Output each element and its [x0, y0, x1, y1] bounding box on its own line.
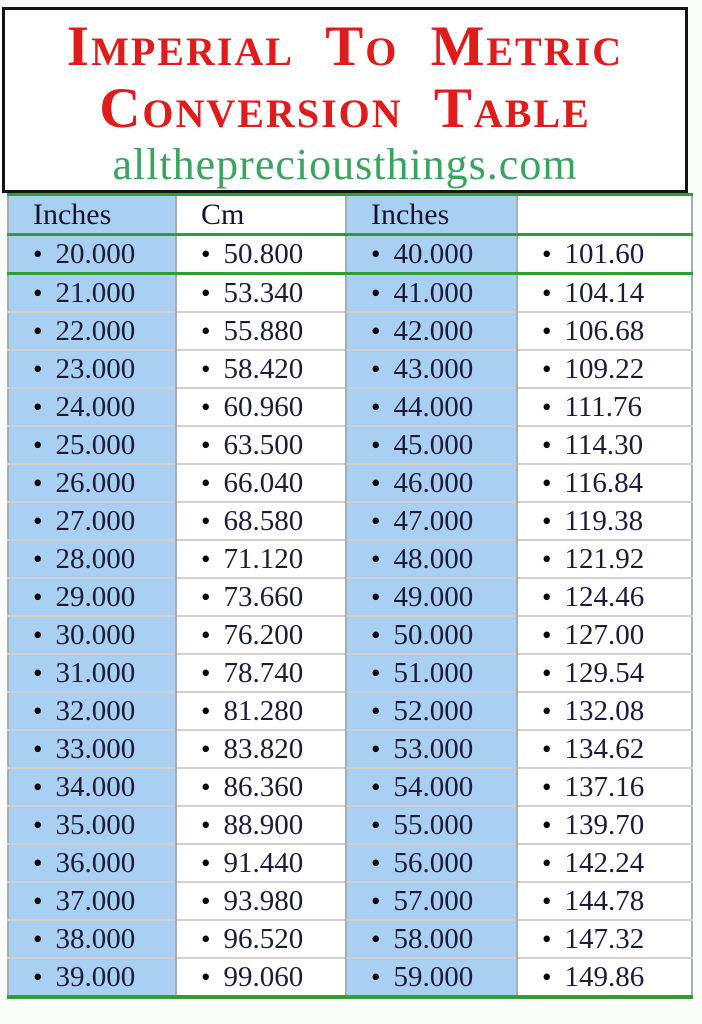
cm-value-left: 93.980	[223, 884, 304, 917]
cm-cell-right	[517, 882, 692, 920]
bullet-icon: •	[201, 391, 211, 422]
bullet-icon: •	[201, 467, 211, 498]
table-body	[8, 235, 692, 998]
inches-cell-left	[8, 312, 176, 350]
cm-cell-left	[176, 692, 346, 730]
table-row	[8, 920, 692, 958]
inches-value-left: 39.000	[55, 960, 136, 993]
bullet-icon: •	[371, 315, 381, 346]
inches-cell-left	[8, 388, 176, 426]
cm-value-right: 106.68	[564, 314, 645, 347]
cm-value-right: 142.24	[564, 846, 645, 879]
inches-value-left: 37.000	[55, 884, 136, 917]
inches-cell-left	[8, 350, 176, 388]
inches-value-right: 48.000	[393, 542, 474, 575]
cm-cell-left	[176, 768, 346, 806]
bullet-icon: •	[201, 695, 211, 726]
cm-value-right: 119.38	[564, 504, 644, 537]
inches-cell-left	[8, 844, 176, 882]
cm-value-left: 68.580	[223, 504, 304, 537]
cm-cell-left	[176, 540, 346, 578]
bullet-icon: •	[371, 809, 381, 840]
table-row	[8, 654, 692, 692]
inches-cell-left	[8, 768, 176, 806]
inches-value-right: 58.000	[393, 922, 474, 955]
inches-value-right: 54.000	[393, 770, 474, 803]
cm-cell-right	[517, 654, 692, 692]
inches-cell-right	[346, 692, 517, 730]
cm-value-right: 144.78	[564, 884, 645, 917]
bullet-icon: •	[33, 543, 43, 574]
inches-cell-left	[8, 654, 176, 692]
bullet-icon: •	[542, 391, 552, 422]
bullet-icon: •	[542, 277, 552, 308]
table-row	[8, 312, 692, 350]
page-title-line-2: Conversion Table	[99, 77, 591, 140]
inches-cell-right	[346, 502, 517, 540]
inches-cell-right	[346, 312, 517, 350]
col-header-inches-right: Inches	[346, 195, 517, 235]
bullet-icon: •	[33, 277, 43, 308]
cm-cell-right	[517, 312, 692, 350]
bullet-icon: •	[371, 847, 381, 878]
bullet-icon: •	[542, 315, 552, 346]
bullet-icon: •	[201, 847, 211, 878]
cm-cell-left	[176, 350, 346, 388]
bullet-icon: •	[33, 581, 43, 612]
cm-value-left: 88.900	[223, 808, 304, 841]
col-header-inches-left: Inches	[8, 195, 176, 235]
inches-value-right: 46.000	[393, 466, 474, 499]
bullet-icon: •	[201, 315, 211, 346]
bullet-icon: •	[542, 885, 552, 916]
bullet-icon: •	[201, 581, 211, 612]
inches-cell-left	[8, 616, 176, 654]
inches-value-left: 26.000	[55, 466, 136, 499]
inches-cell-right	[346, 464, 517, 502]
bullet-icon: •	[201, 885, 211, 916]
bullet-icon: •	[33, 847, 43, 878]
bullet-icon: •	[201, 809, 211, 840]
bullet-icon: •	[33, 353, 43, 384]
bullet-icon: •	[33, 467, 43, 498]
inches-value-right: 57.000	[393, 884, 474, 917]
bullet-icon: •	[542, 353, 552, 384]
table-row	[8, 882, 692, 920]
inches-cell-right	[346, 768, 517, 806]
inches-value-left: 27.000	[55, 504, 136, 537]
bullet-icon: •	[201, 277, 211, 308]
inches-cell-right	[346, 616, 517, 654]
bullet-icon: •	[371, 429, 381, 460]
bullet-icon: •	[33, 657, 43, 688]
bullet-icon: •	[371, 277, 381, 308]
cm-cell-right	[517, 388, 692, 426]
inches-value-left: 32.000	[55, 694, 136, 727]
inches-value-left: 22.000	[55, 314, 136, 347]
inches-cell-right	[346, 426, 517, 464]
table-row	[8, 768, 692, 806]
cm-value-right: 116.84	[564, 466, 644, 499]
bullet-icon: •	[542, 847, 552, 878]
cm-value-right: 132.08	[564, 694, 645, 727]
inches-cell-right	[346, 578, 517, 616]
title-box	[2, 7, 688, 193]
bullet-icon: •	[542, 238, 552, 269]
cm-cell-right	[517, 768, 692, 806]
cm-cell-left	[176, 920, 346, 958]
cm-value-right: 137.16	[564, 770, 645, 803]
bullet-icon: •	[33, 733, 43, 764]
table-row	[8, 540, 692, 578]
cm-cell-right	[517, 350, 692, 388]
inches-value-left: 25.000	[55, 428, 136, 461]
inches-value-left: 28.000	[55, 542, 136, 575]
cm-value-left: 78.740	[223, 656, 304, 689]
table-row	[8, 388, 692, 426]
bullet-icon: •	[201, 619, 211, 650]
bullet-icon: •	[33, 961, 43, 992]
cm-value-left: 81.280	[223, 694, 304, 727]
cm-cell-right	[517, 692, 692, 730]
bullet-icon: •	[33, 885, 43, 916]
cm-value-left: 86.360	[223, 770, 304, 803]
inches-value-left: 31.000	[55, 656, 136, 689]
cm-value-right: 101.60	[564, 237, 645, 270]
inches-cell-left	[8, 882, 176, 920]
bullet-icon: •	[201, 923, 211, 954]
bullet-icon: •	[33, 771, 43, 802]
bullet-icon: •	[371, 543, 381, 574]
inches-cell-right	[346, 844, 517, 882]
bullet-icon: •	[542, 809, 552, 840]
cm-cell-left	[176, 654, 346, 692]
table-row	[8, 350, 692, 388]
cm-cell-right	[517, 806, 692, 844]
cm-value-left: 83.820	[223, 732, 304, 765]
inches-cell-right	[346, 730, 517, 768]
cm-value-right: 139.70	[564, 808, 645, 841]
cm-cell-right	[517, 540, 692, 578]
bullet-icon: •	[542, 733, 552, 764]
inches-cell-left	[8, 502, 176, 540]
bullet-icon: •	[371, 885, 381, 916]
table-header-row	[8, 195, 692, 235]
bullet-icon: •	[542, 771, 552, 802]
bullet-icon: •	[371, 961, 381, 992]
cm-cell-right	[517, 616, 692, 654]
website-url: allthepreciousthings.com	[112, 140, 578, 189]
cm-value-left: 60.960	[223, 390, 304, 423]
bullet-icon: •	[201, 771, 211, 802]
table-row	[8, 464, 692, 502]
inches-value-left: 23.000	[55, 352, 136, 385]
bullet-icon: •	[542, 923, 552, 954]
inches-value-right: 40.000	[393, 237, 474, 270]
bullet-icon: •	[33, 429, 43, 460]
cm-value-left: 73.660	[223, 580, 304, 613]
bullet-icon: •	[371, 923, 381, 954]
inches-cell-right	[346, 920, 517, 958]
cm-cell-left	[176, 806, 346, 844]
inches-cell-left	[8, 692, 176, 730]
cm-value-left: 91.440	[223, 846, 304, 879]
conversion-table	[7, 193, 693, 999]
bullet-icon: •	[542, 961, 552, 992]
cm-value-left: 99.060	[223, 960, 304, 993]
bullet-icon: •	[201, 961, 211, 992]
inches-cell-left	[8, 920, 176, 958]
inches-cell-right	[346, 882, 517, 920]
bullet-icon: •	[33, 505, 43, 536]
inches-cell-right	[346, 235, 517, 274]
bullet-icon: •	[371, 353, 381, 384]
cm-value-right: 121.92	[564, 542, 645, 575]
inches-cell-left	[8, 235, 176, 274]
cm-cell-left	[176, 274, 346, 313]
inches-value-right: 59.000	[393, 960, 474, 993]
table-row	[8, 844, 692, 882]
inches-cell-left	[8, 578, 176, 616]
bullet-icon: •	[371, 391, 381, 422]
cm-cell-left	[176, 844, 346, 882]
bullet-icon: •	[201, 733, 211, 764]
bullet-icon: •	[33, 695, 43, 726]
bullet-icon: •	[33, 315, 43, 346]
inches-value-right: 44.000	[393, 390, 474, 423]
bullet-icon: •	[542, 429, 552, 460]
table-row	[8, 502, 692, 540]
cm-cell-right	[517, 464, 692, 502]
inches-cell-left	[8, 730, 176, 768]
cm-cell-left	[176, 958, 346, 997]
inches-cell-left	[8, 540, 176, 578]
inches-value-left: 38.000	[55, 922, 136, 955]
bullet-icon: •	[542, 543, 552, 574]
cm-cell-right	[517, 844, 692, 882]
inches-value-right: 45.000	[393, 428, 474, 461]
bullet-icon: •	[33, 391, 43, 422]
inches-value-left: 34.000	[55, 770, 136, 803]
inches-value-right: 53.000	[393, 732, 474, 765]
inches-value-right: 56.000	[393, 846, 474, 879]
table-row	[8, 692, 692, 730]
inches-value-left: 36.000	[55, 846, 136, 879]
bullet-icon: •	[542, 581, 552, 612]
inches-value-right: 51.000	[393, 656, 474, 689]
cm-value-right: 104.14	[564, 276, 645, 309]
inches-value-right: 42.000	[393, 314, 474, 347]
cm-value-right: 147.32	[564, 922, 645, 955]
inches-cell-right	[346, 654, 517, 692]
bullet-icon: •	[33, 923, 43, 954]
inches-value-right: 41.000	[393, 276, 474, 309]
cm-value-left: 76.200	[223, 618, 304, 651]
bullet-icon: •	[371, 238, 381, 269]
bullet-icon: •	[33, 809, 43, 840]
bullet-icon: •	[33, 238, 43, 269]
table-row	[8, 426, 692, 464]
page-title-line-1: Imperial To Metric	[66, 15, 624, 78]
cm-cell-left	[176, 388, 346, 426]
cm-value-right: 114.30	[564, 428, 644, 461]
inches-value-left: 29.000	[55, 580, 136, 613]
bullet-icon: •	[371, 619, 381, 650]
cm-cell-left	[176, 464, 346, 502]
cm-cell-left	[176, 616, 346, 654]
table-row	[8, 958, 692, 997]
bullet-icon: •	[201, 505, 211, 536]
bullet-icon: •	[201, 543, 211, 574]
inches-cell-right	[346, 274, 517, 313]
cm-value-left: 50.800	[223, 237, 304, 270]
bullet-icon: •	[371, 695, 381, 726]
bullet-icon: •	[542, 467, 552, 498]
bullet-icon: •	[542, 505, 552, 536]
cm-cell-left	[176, 312, 346, 350]
inches-value-left: 30.000	[55, 618, 136, 651]
inches-cell-right	[346, 958, 517, 997]
cm-value-left: 55.880	[223, 314, 304, 347]
bullet-icon: •	[542, 695, 552, 726]
cm-cell-right	[517, 426, 692, 464]
inches-value-right: 43.000	[393, 352, 474, 385]
cm-value-right: 149.86	[564, 960, 645, 993]
inches-value-left: 21.000	[55, 276, 136, 309]
cm-cell-left	[176, 882, 346, 920]
inches-cell-left	[8, 464, 176, 502]
bullet-icon: •	[542, 619, 552, 650]
inches-cell-left	[8, 958, 176, 997]
bullet-icon: •	[201, 238, 211, 269]
cm-value-left: 58.420	[223, 352, 304, 385]
cm-cell-left	[176, 502, 346, 540]
inches-value-left: 35.000	[55, 808, 136, 841]
cm-cell-right	[517, 920, 692, 958]
bullet-icon: •	[371, 657, 381, 688]
inches-cell-right	[346, 806, 517, 844]
inches-cell-left	[8, 274, 176, 313]
bullet-icon: •	[201, 657, 211, 688]
table-row	[8, 578, 692, 616]
bullet-icon: •	[201, 353, 211, 384]
bullet-icon: •	[201, 429, 211, 460]
inches-value-left: 24.000	[55, 390, 136, 423]
cm-value-right: 129.54	[564, 656, 645, 689]
cm-cell-left	[176, 235, 346, 274]
table-row	[8, 274, 692, 313]
col-header-empty	[517, 195, 692, 235]
bullet-icon: •	[371, 505, 381, 536]
cm-value-left: 53.340	[223, 276, 304, 309]
cm-cell-right	[517, 578, 692, 616]
inches-cell-left	[8, 806, 176, 844]
inches-value-right: 49.000	[393, 580, 474, 613]
inches-value-right: 50.000	[393, 618, 474, 651]
table-row	[8, 235, 692, 274]
col-header-cm-left: Cm	[176, 195, 346, 235]
inches-cell-right	[346, 350, 517, 388]
inches-value-left: 33.000	[55, 732, 136, 765]
bullet-icon: •	[371, 733, 381, 764]
inches-value-right: 52.000	[393, 694, 474, 727]
cm-value-left: 71.120	[223, 542, 304, 575]
table-row	[8, 806, 692, 844]
cm-value-right: 109.22	[564, 352, 645, 385]
bullet-icon: •	[371, 581, 381, 612]
inches-value-left: 20.000	[55, 237, 136, 270]
cm-cell-left	[176, 578, 346, 616]
inches-cell-right	[346, 540, 517, 578]
cm-cell-right	[517, 958, 692, 997]
cm-cell-left	[176, 730, 346, 768]
bullet-icon: •	[33, 619, 43, 650]
cm-cell-left	[176, 426, 346, 464]
cm-value-right: 134.62	[564, 732, 645, 765]
cm-cell-right	[517, 274, 692, 313]
bullet-icon: •	[371, 771, 381, 802]
cm-value-right: 124.46	[564, 580, 645, 613]
table-row	[8, 616, 692, 654]
bullet-icon: •	[542, 657, 552, 688]
cm-cell-right	[517, 730, 692, 768]
cm-cell-right	[517, 235, 692, 274]
inches-cell-left	[8, 426, 176, 464]
inches-cell-right	[346, 388, 517, 426]
cm-value-left: 66.040	[223, 466, 304, 499]
cm-value-right: 111.76	[564, 390, 643, 423]
inches-value-right: 47.000	[393, 504, 474, 537]
cm-value-right: 127.00	[564, 618, 645, 651]
cm-value-left: 63.500	[223, 428, 304, 461]
cm-value-left: 96.520	[223, 922, 304, 955]
inches-value-right: 55.000	[393, 808, 474, 841]
bullet-icon: •	[371, 467, 381, 498]
cm-cell-right	[517, 502, 692, 540]
table-row	[8, 730, 692, 768]
